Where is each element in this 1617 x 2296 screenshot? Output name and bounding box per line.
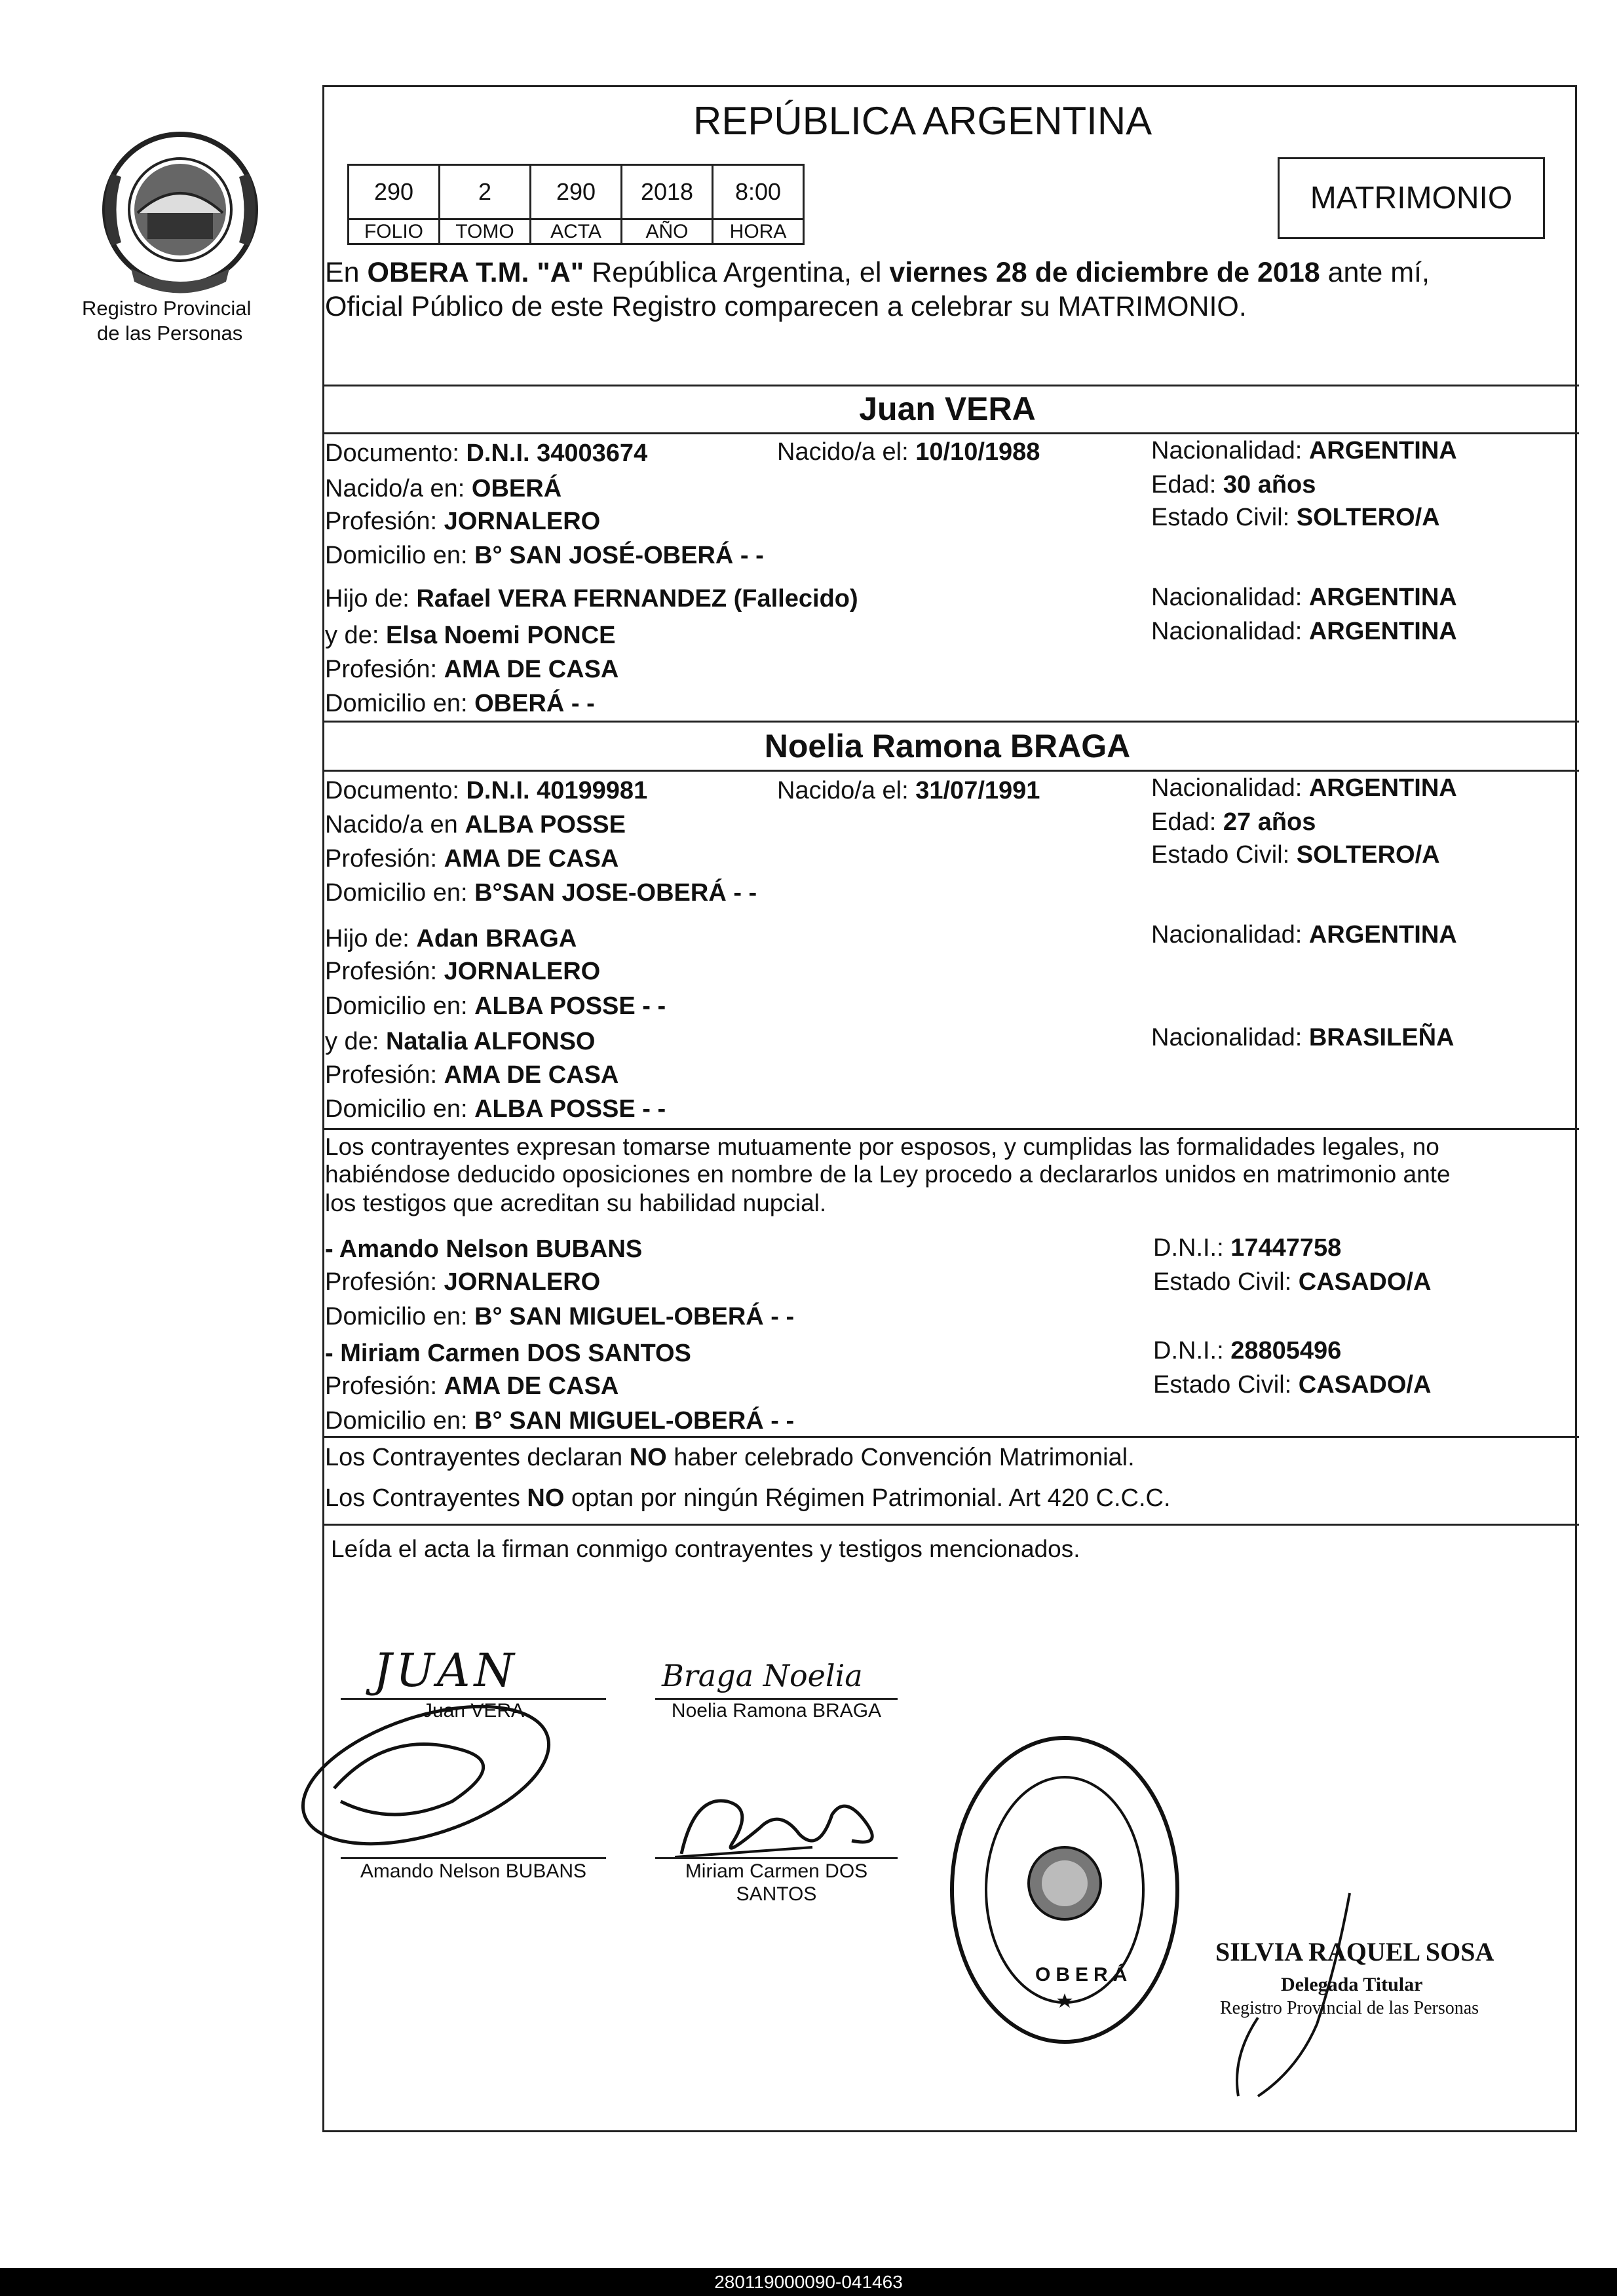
witness-1-dni: D.N.I.: 17447758 <box>1153 1234 1342 1262</box>
intro-text: República Argentina, el <box>584 257 890 288</box>
bride-father: Hijo de: Adan BRAGA <box>325 925 577 952</box>
groom-profession: Profesión: JORNALERO <box>325 508 601 535</box>
tomo-value: 2 <box>438 164 531 220</box>
witness-1-profession: Profesión: JORNALERO <box>325 1268 601 1296</box>
witness-1-address: Domicilio en: B° SAN MIGUEL-OBERÁ - - <box>325 1303 795 1330</box>
groom-father-nationality: Nacionalidad: ARGENTINA <box>1151 584 1457 611</box>
hora-label: HORA <box>712 220 805 245</box>
witness-2-name: - Miriam Carmen DOS SANTOS <box>325 1340 691 1367</box>
signature-line <box>655 1857 898 1859</box>
divider <box>322 770 1579 772</box>
official-title: Delegada Titular <box>1281 1974 1423 1995</box>
record-table <box>347 164 819 246</box>
ano-value: 2018 <box>620 164 713 220</box>
folio-label: FOLIO <box>347 220 440 245</box>
footer-bar <box>0 2268 1617 2296</box>
folio-value: 290 <box>347 164 440 220</box>
bride-father-address: Domicilio en: ALBA POSSE - - <box>325 992 666 1020</box>
bride-mother: y de: Natalia ALFONSO <box>325 1028 596 1055</box>
divider <box>322 385 1579 386</box>
ano-label: AÑO <box>620 220 713 245</box>
groom-name: Juan VERA <box>859 390 1036 427</box>
convention-line-1: Los Contrayentes declaran NO haber celebrado Convención Matrimonial. <box>325 1444 1135 1471</box>
intro-text: En <box>325 257 368 288</box>
groom-civil-status: Estado Civil: SOLTERO/A <box>1151 504 1440 531</box>
bride-birth-place: Nacido/a en ALBA POSSE <box>325 811 626 838</box>
divider <box>322 721 1579 723</box>
hora-value: 8:00 <box>712 164 805 220</box>
declaration-line: los testigos que acreditan su habilidad nupcial. <box>325 1190 827 1216</box>
misiones-logo <box>85 115 275 305</box>
witness-1-signature-scribble <box>295 1690 590 1860</box>
witness-1-civil-status: Estado Civil: CASADO/A <box>1153 1268 1432 1296</box>
witness-1-signature-label: Amando Nelson BUBANS <box>360 1860 587 1882</box>
official-seal <box>947 1733 1183 2047</box>
groom-age: Edad: 30 años <box>1151 471 1316 499</box>
divider <box>322 1436 1579 1438</box>
witness-1-name: - Amando Nelson BUBANS <box>325 1235 643 1263</box>
bride-nationality: Nacionalidad: ARGENTINA <box>1151 774 1457 802</box>
groom-mother: y de: Elsa Noemi PONCE <box>325 622 616 649</box>
bride-profession: Profesión: AMA DE CASA <box>325 845 619 873</box>
logo-caption-2: de las Personas <box>97 322 243 345</box>
witness-2-dni: D.N.I.: 28805496 <box>1153 1337 1342 1364</box>
bride-signature-label: Noelia Ramona BRAGA <box>671 1700 882 1722</box>
bride-document: Documento: D.N.I. 40199981 <box>325 777 648 804</box>
bride-handwritten-signature: Braga Noelia <box>662 1658 863 1693</box>
witness-2-signature-label-2: SANTOS <box>736 1883 817 1905</box>
bride-mother-profession: Profesión: AMA DE CASA <box>325 1061 619 1089</box>
bride-birth-date: Nacido/a el: 31/07/1991 <box>777 777 1040 804</box>
bride-civil-status: Estado Civil: SOLTERO/A <box>1151 841 1440 869</box>
document-title: REPÚBLICA ARGENTINA <box>693 99 1152 143</box>
witness-2-signature-label-1: Miriam Carmen DOS <box>685 1860 868 1882</box>
intro-text: ante mí, <box>1320 257 1430 288</box>
groom-mother-nationality: Nacionalidad: ARGENTINA <box>1151 618 1457 645</box>
witness-2-profession: Profesión: AMA DE CASA <box>325 1372 619 1400</box>
act-type: MATRIMONIO <box>1310 181 1513 216</box>
seal-city: OBERÁ <box>1035 1964 1133 1985</box>
convention-line-2: Los Contrayentes NO optan por ningún Régimen Patrimonial. Art 420 C.C.C. <box>325 1484 1171 1512</box>
act-type-box <box>1278 157 1545 239</box>
barcode-number: 280119000090-041463 <box>714 2271 903 2292</box>
tomo-label: TOMO <box>438 220 531 245</box>
groom-address: Domicilio en: B° SAN JOSÉ-OBERÁ - - <box>325 542 764 569</box>
divider <box>322 1128 1579 1130</box>
bride-age: Edad: 27 años <box>1151 808 1316 836</box>
witness-2-civil-status: Estado Civil: CASADO/A <box>1153 1371 1432 1399</box>
official-office: Registro Provincial de las Personas <box>1220 1998 1479 2018</box>
groom-handwritten-signature: JUAN <box>373 1644 518 1697</box>
groom-signature-label: Juan VERA <box>422 1700 525 1722</box>
declaration-line: habiéndose deducido oposiciones en nombre de la Ley procedo a declararlos unidos en matrimonio ante <box>325 1161 1451 1188</box>
divider <box>322 432 1579 434</box>
divider <box>322 1524 1579 1526</box>
groom-nationality: Nacionalidad: ARGENTINA <box>1151 437 1457 464</box>
acta-value: 290 <box>529 164 622 220</box>
groom-birth-date: Nacido/a el: 10/10/1988 <box>777 438 1040 466</box>
bride-address: Domicilio en: B°SAN JOSE-OBERÁ - - <box>325 879 757 907</box>
witness-2-address: Domicilio en: B° SAN MIGUEL-OBERÁ - - <box>325 1407 795 1435</box>
bride-mother-nationality: Nacionalidad: BRASILEÑA <box>1151 1024 1455 1051</box>
groom-mother-address: Domicilio en: OBERÁ - - <box>325 690 595 717</box>
groom-mother-profession: Profesión: AMA DE CASA <box>325 656 619 683</box>
intro-place: OBERA T.M. "A" <box>367 257 584 288</box>
intro-line-2: Oficial Público de este Registro comparecen a celebrar su MATRIMONIO. <box>325 291 1247 322</box>
bride-mother-address: Domicilio en: ALBA POSSE - - <box>325 1095 666 1123</box>
groom-father: Hijo de: Rafael VERA FERNANDEZ (Fallecido) <box>325 585 858 612</box>
groom-document: Documento: D.N.I. 34003674 <box>325 440 648 467</box>
intro-line-1 <box>325 259 1430 287</box>
logo-caption-1: Registro Provincial <box>82 297 252 320</box>
groom-birth-place: Nacido/a en: OBERÁ <box>325 475 562 502</box>
bride-father-profession: Profesión: JORNALERO <box>325 958 601 985</box>
intro-date: viernes 28 de diciembre de 2018 <box>889 257 1320 288</box>
closing-statement: Leída el acta la firman conmigo contrayentes y testigos mencionados. <box>331 1535 1080 1562</box>
witness-2-signature-scribble <box>668 1782 904 1867</box>
bride-father-nationality: Nacionalidad: ARGENTINA <box>1151 921 1457 949</box>
official-name: SILVIA RAQUEL SOSA <box>1215 1937 1494 1967</box>
acta-label: ACTA <box>529 220 622 245</box>
declaration-line: Los contrayentes expresan tomarse mutuamente por esposos, y cumplidas las formalidades legales, no <box>325 1133 1439 1160</box>
bride-name: Noelia Ramona BRAGA <box>764 728 1131 764</box>
signature-line <box>341 1857 606 1859</box>
